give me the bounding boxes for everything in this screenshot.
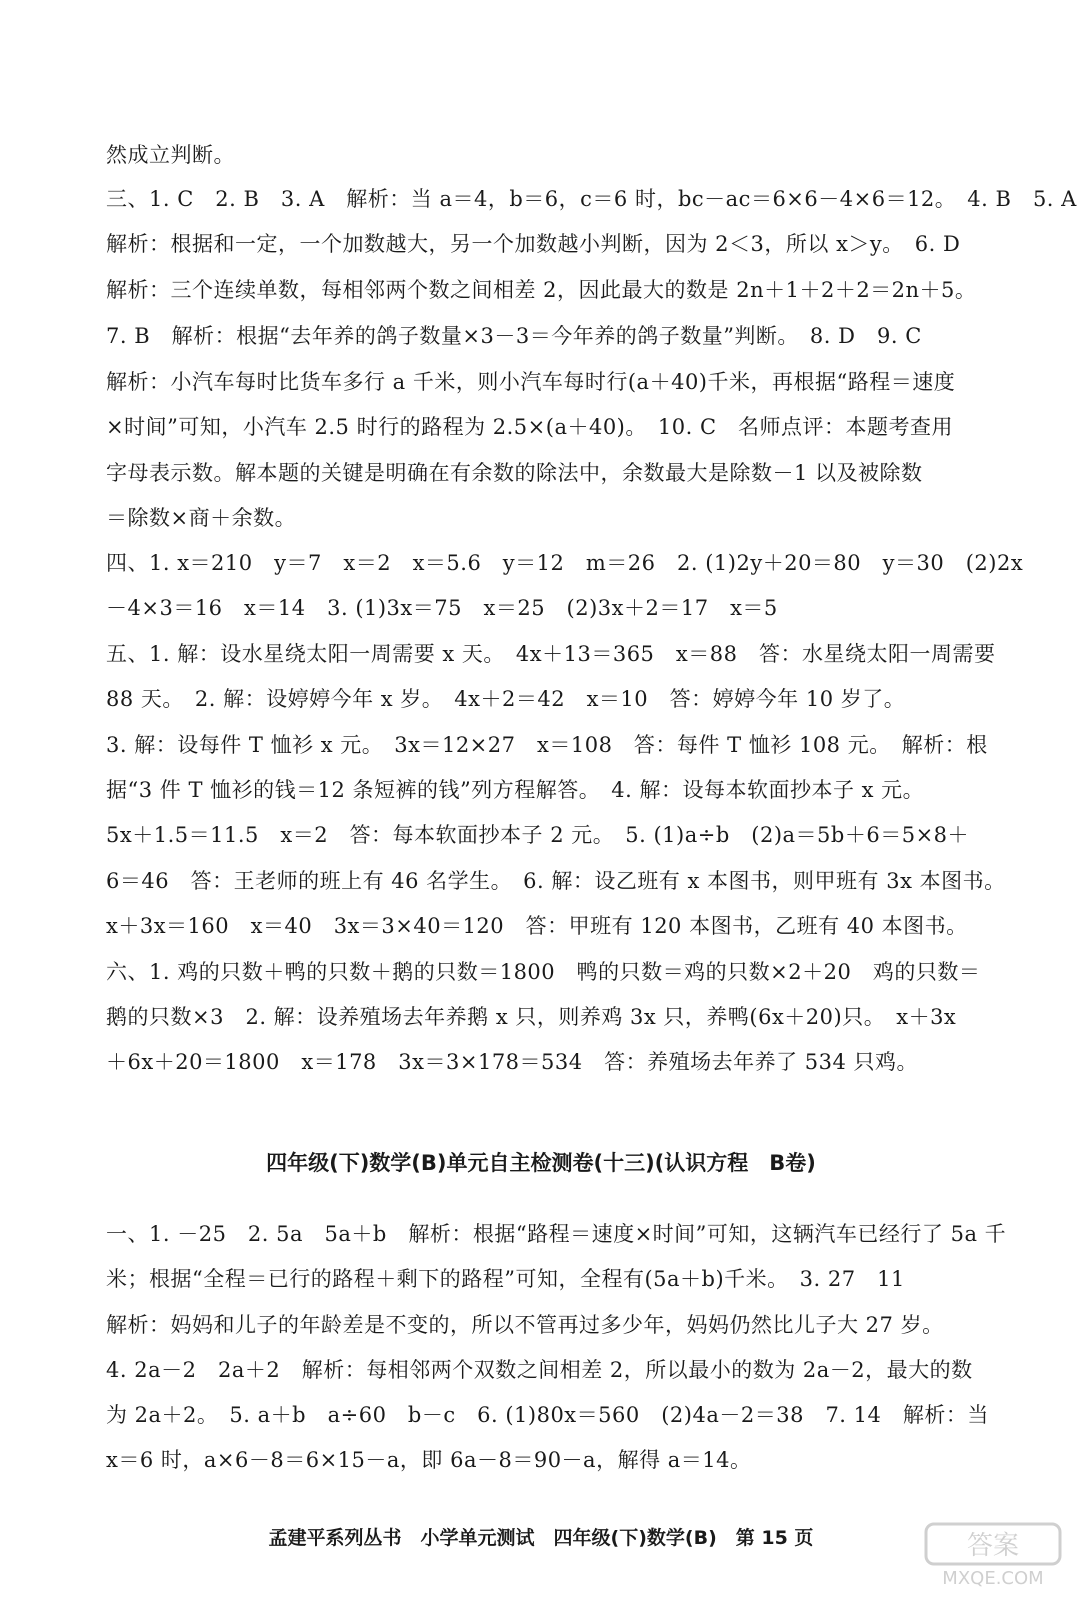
text-line: 六、1. 鸡的只数＋鸭的只数＋鹅的只数＝1800 鸭的只数＝鸡的只数×2＋20 鸡的只数＝ — [106, 960, 981, 984]
text-line: 一、1. －25 2. 5a 5a＋b 解析：根据“路程＝速度×时间”可知，这辆汽车已经行了 5a 千 — [106, 1222, 1007, 1246]
text-line: 四、1. x＝210 y＝7 x＝2 x＝5.6 y＝12 m＝26 2. (1)2y＋20＝80 y＝30 (2)2x — [106, 551, 1024, 575]
text-line: 7. B 解析：根据“去年养的鸽子数量×3－3＝今年养的鸽子数量”判断。 8. D 9. C — [106, 324, 922, 348]
text-line: 解析：小汽车每时比货车多行 a 千米，则小汽车每时行(a＋40)千米，再根据“路程＝速度 — [106, 370, 956, 394]
text-line: 米；根据“全程＝已行的路程＋剩下的路程”可知，全程有(5a＋b)千米。 3. 27 11 — [106, 1267, 905, 1291]
text-line: ＋6x＋20＝1800 x＝178 3x＝3×178＝534 答：养殖场去年养了 534 只鸡。 — [106, 1050, 919, 1074]
text-line: 解析：根据和一定，一个加数越大，另一个加数越小判断，因为 2＜3，所以 x＞y。 6. D — [106, 232, 961, 256]
text-line: 88 天。 2. 解：设婷婷今年 x 岁。 4x＋2＝42 x＝10 答：婷婷今年 10 岁了。 — [106, 687, 906, 711]
section-title: 四年级(下)数学(B)单元自主检测卷(十三)(认识方程 B卷) — [266, 1151, 816, 1175]
text-line: 为 2a＋2。 5. a＋b a÷60 b－c 6. (1)80x＝560 (2)4a－2＝38 7. 14 解析：当 — [106, 1403, 989, 1427]
text-line: 6＝46 答：王老师的班上有 46 名学生。 6. 解：设乙班有 x 本图书，则甲班有 3x 本图书。 — [106, 869, 1006, 893]
text-line: 解析：三个连续单数，每相邻两个数之间相差 2，因此最大的数是 2n＋1＋2＋2＝2n＋5。 — [106, 278, 977, 302]
text-line: 解析：妈妈和儿子的年龄差是不变的，所以不管再过多少年，妈妈仍然比儿子大 27 岁。 — [106, 1313, 944, 1337]
watermark-text: MXQE.COM — [942, 1568, 1044, 1589]
text-line: 5x＋1.5＝11.5 x＝2 答：每本软面抄本子 2 元。 5. (1)a÷b (2)a＝5b＋6＝5×8＋ — [106, 823, 970, 847]
text-line: 鹅的只数×3 2. 解：设养殖场去年养鹅 x 只，则养鸡 3x 只，养鸭(6x＋20)只。 x＋3x — [106, 1005, 957, 1029]
text-line: 字母表示数。解本题的关键是明确在有余数的除法中，余数最大是除数－1 以及被除数 — [106, 461, 923, 485]
text-line: x＋3x＝160 x＝40 3x＝3×40＝120 答：甲班有 120 本图书，乙班有 40 本图书。 — [106, 914, 968, 938]
text-line: 三、1. C 2. B 3. A 解析：当 a＝4，b＝6，c＝6 时，bc－ac＝6×6－4×6＝12。 4. B 5. A — [106, 187, 1077, 211]
text-line: 然成立判断。 — [106, 143, 235, 167]
text-line: ×时间”可知，小汽车 2.5 时行的路程为 2.5×(a＋40)。 10. C 名师点评：本题考查用 — [106, 415, 954, 439]
text-line: －4×3＝16 x＝14 3. (1)3x＝75 x＝25 (2)3x＋2＝17 x＝5 — [106, 596, 778, 620]
text-line: 据“3 件 T 恤衫的钱＝12 条短裤的钱”列方程解答。 4. 解：设每本软面抄本子 x 元。 — [106, 778, 925, 802]
text-line: 4. 2a－2 2a＋2 解析：每相邻两个双数之间相差 2，所以最小的数为 2a－2，最大的数 — [106, 1358, 973, 1382]
text-line: ＝除数×商＋余数。 — [106, 506, 297, 530]
page-footer: 孟建平系列丛书 小学单元测试 四年级(下)数学(B) 第 15 页 — [268, 1527, 814, 1549]
text-line: 五、1. 解：设水星绕太阳一周需要 x 天。 4x＋13＝365 x＝88 答：水星绕太阳一周需要 — [106, 642, 996, 666]
text-line: 3. 解：设每件 T 恤衫 x 元。 3x＝12×27 x＝108 答：每件 T 恤衫 108 元。 解析：根 — [106, 733, 988, 757]
watermark-logo-icon — [918, 1520, 1068, 1590]
svg-text:答案: 答案 — [966, 1531, 1020, 1561]
text-line: x＝6 时，a×6－8＝6×15－a，即 6a－8＝90－a，解得 a＝14。 — [106, 1448, 752, 1472]
